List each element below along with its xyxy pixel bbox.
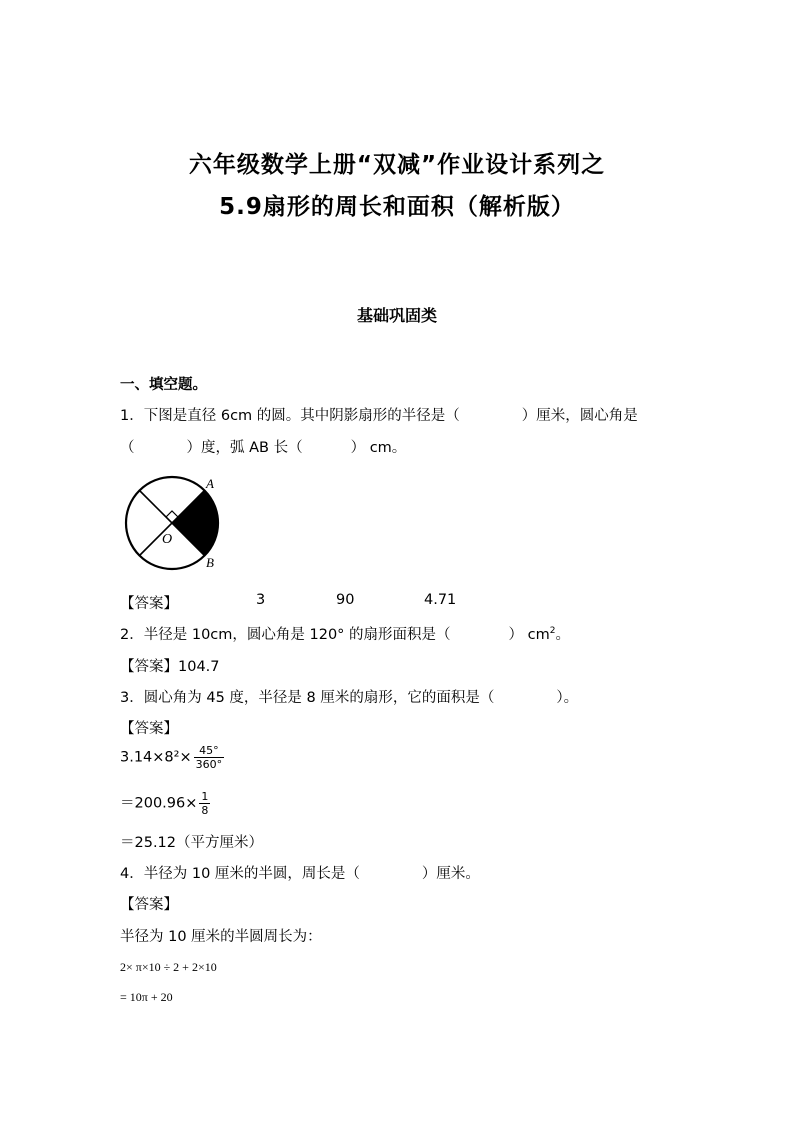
answer-3-step-3: ＝25.12（平方厘米） xyxy=(120,835,264,851)
answer-3-step-2-prefix: ＝200.96× xyxy=(120,795,198,812)
fraction-denominator: 360° xyxy=(195,758,223,771)
right-angle-mark xyxy=(166,511,178,517)
question-2-unit-superscript: 2 xyxy=(549,626,556,637)
answer-1-value-3: 4.71 xyxy=(424,592,457,608)
question-3 xyxy=(120,686,578,707)
answer-2 xyxy=(120,655,220,676)
question-1-text-c: （ xyxy=(120,440,135,456)
question-1-number: 1． xyxy=(120,408,144,424)
answer-4-formula-1: 2× π×10 ÷ 2 + 2×10 xyxy=(120,960,217,974)
question-2-text-c: 。 xyxy=(555,627,570,643)
answer-4-formula-2: = 10π + 20 xyxy=(120,990,173,1004)
answer-3-step-1 xyxy=(120,744,224,771)
question-1-text-e: ） cm。 xyxy=(350,440,407,456)
question-3-number: 3． xyxy=(120,690,144,706)
page-title-line1: 六年级数学上册“双减”作业设计系列之 xyxy=(188,152,606,178)
label-o: O xyxy=(162,532,173,547)
question-4-text-b: ）厘米。 xyxy=(421,866,480,882)
part-heading: 一、填空题。 xyxy=(120,377,207,393)
answer-2-value: 104.7 xyxy=(178,659,220,675)
answer-1-label: 【答案】 xyxy=(120,596,178,612)
answer-2-label: 【答案】 xyxy=(120,659,178,675)
question-3-text-a: 圆心角为 45 度，半径是 8 厘米的扇形，它的面积是（ xyxy=(143,690,495,706)
fraction-numerator: 45° xyxy=(194,744,225,758)
question-4-text-a: 半径为 10 厘米的半圆，周长是（ xyxy=(143,866,360,882)
fraction-denominator: 8 xyxy=(201,804,209,817)
question-1-text-d: ）度，弧 AB 长（ xyxy=(186,440,303,456)
label-b: B xyxy=(206,555,214,570)
question-2 xyxy=(120,623,570,644)
answer-3-step-2 xyxy=(120,790,210,817)
answer-3-step-2-fraction xyxy=(199,790,210,817)
question-1-text-b: ）厘米，圆心角是 xyxy=(521,408,638,424)
answer-1-value-1: 3 xyxy=(256,592,266,608)
question-4-number: 4． xyxy=(120,866,144,882)
answer-4-label: 【答案】 xyxy=(120,897,178,913)
answer-3-label: 【答案】 xyxy=(120,721,178,737)
question-1-line2 xyxy=(120,436,406,457)
label-a: A xyxy=(206,476,214,491)
section-heading: 基础巩固类 xyxy=(356,306,437,325)
fraction-numerator: 1 xyxy=(201,790,209,803)
question-2-number: 2． xyxy=(120,627,144,643)
question-2-text-a: 半径是 10cm，圆心角是 120° 的扇形面积是（ xyxy=(143,627,451,643)
question-2-text-b: ） cm xyxy=(508,627,550,643)
question-3-text-b: ）。 xyxy=(556,690,579,706)
sector-circle-figure xyxy=(118,472,228,572)
answer-3-step-1-prefix: 3.14×8²× xyxy=(120,749,192,766)
answer-1-value-2: 90 xyxy=(336,592,355,608)
answer-4-explanation: 半径为 10 厘米的半圆周长为： xyxy=(120,929,322,945)
question-1-text-a: 下图是直径 6cm 的圆。其中阴影扇形的半径是（ xyxy=(143,408,460,424)
question-4 xyxy=(120,862,480,883)
answer-3-step-1-fraction xyxy=(194,744,225,771)
page-title-line2: 5.9扇形的周长和面积（解析版） xyxy=(219,194,575,220)
question-1-line1 xyxy=(120,404,638,425)
